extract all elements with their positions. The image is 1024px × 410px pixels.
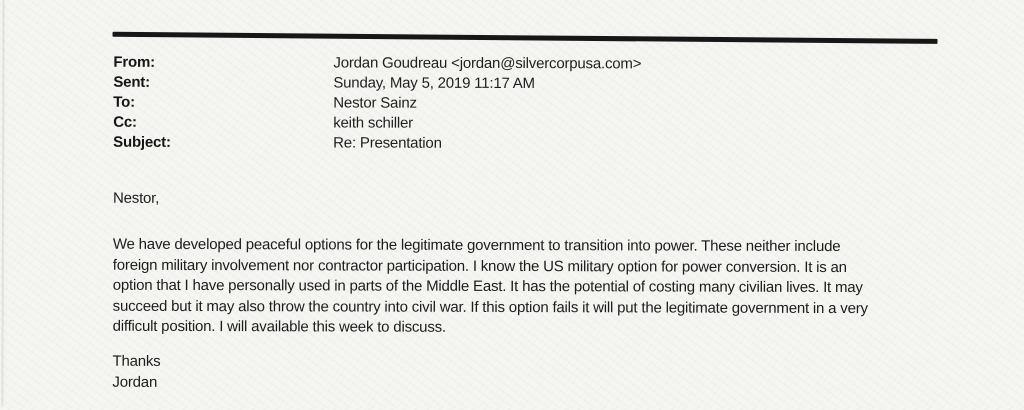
closing: Thanks xyxy=(112,353,161,371)
header-row-sent xyxy=(113,73,641,95)
header-row-from xyxy=(113,53,641,75)
body-line: difficult position. I will available this week to discuss. xyxy=(112,317,446,336)
subject-label: Subject: xyxy=(113,133,171,151)
body-paragraph xyxy=(113,235,868,339)
subject-value: Re: Presentation xyxy=(333,134,442,152)
cc-label: Cc: xyxy=(113,113,137,131)
email-body xyxy=(112,189,868,396)
sent-value: Sunday, May 5, 2019 11:17 AM xyxy=(333,74,535,93)
body-line: option that I have personally used in parts of the Middle East. It has the potential of costing many civilian lives. It may xyxy=(112,276,863,297)
salutation: Nestor, xyxy=(112,189,160,207)
body-line: succeed but it may also throw the country into civil war. If this option fails it will put the legitimate government in a very xyxy=(112,297,868,317)
closing-block xyxy=(112,352,867,395)
header-row-to xyxy=(113,93,641,115)
cc-value: keith schiller xyxy=(333,114,414,132)
header-divider-rule xyxy=(113,32,938,44)
from-value: Jordan Goudreau <jordan@silvercorpusa.com> xyxy=(333,54,642,73)
from-label: From: xyxy=(113,53,155,71)
signature: Jordan xyxy=(112,373,158,391)
header-row-cc xyxy=(113,113,641,135)
to-value: Nestor Sainz xyxy=(333,94,417,112)
email-header-block xyxy=(113,53,641,155)
header-row-subject xyxy=(113,133,641,155)
to-label: To: xyxy=(113,93,135,111)
body-line: foreign military involvement nor contractor participation. I know the US military option for power conversion. It is an xyxy=(112,256,847,276)
sent-label: Sent: xyxy=(113,73,150,91)
scan-edge-artifact xyxy=(1,0,4,406)
body-line: We have developed peaceful options for the legitimate government to transition into power. These neither include xyxy=(112,236,841,256)
